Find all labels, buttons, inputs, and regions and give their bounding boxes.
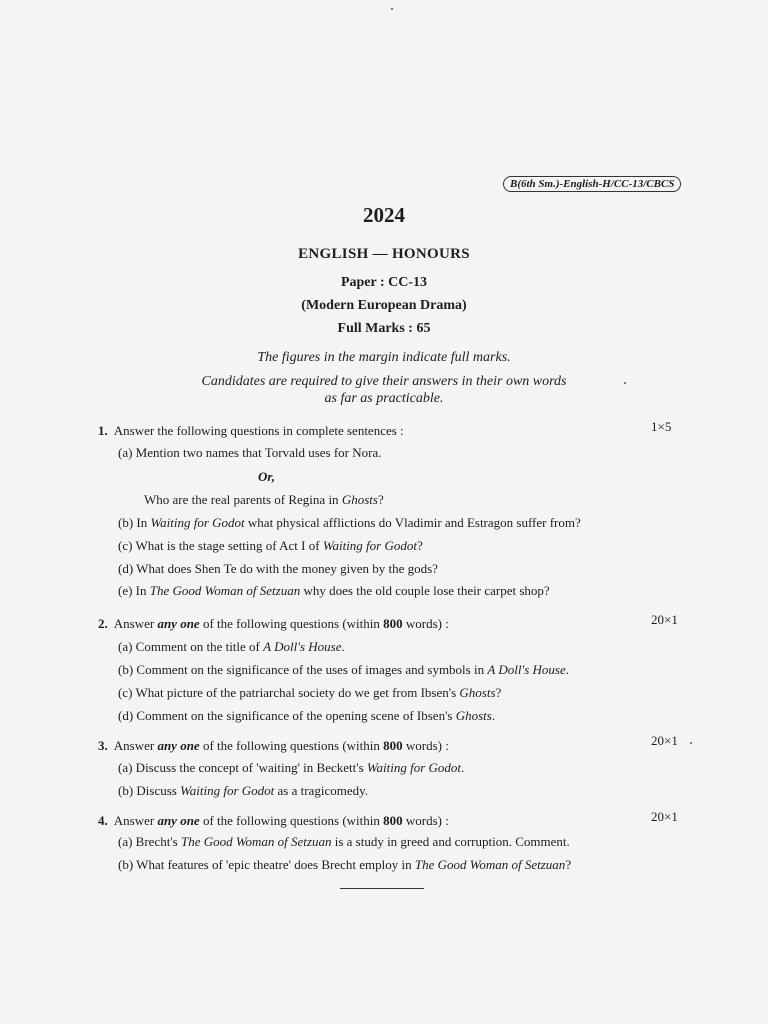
question-1-heading xyxy=(98,423,404,439)
work-title: A Doll's House xyxy=(263,639,342,654)
text: of the following questions (within xyxy=(199,738,384,753)
exam-year: 2024 xyxy=(363,203,405,227)
course-title: (Modern European Drama) xyxy=(301,298,467,313)
text: what physical afflictions do Vladimir and Estragon suffer from? xyxy=(244,515,581,530)
text: Answer xyxy=(113,813,158,828)
question-2-marks: 20×1 xyxy=(651,612,678,627)
work-title: Waiting for Godot xyxy=(322,538,417,553)
text: of the following questions (within xyxy=(199,813,384,828)
emphasis: any one xyxy=(157,616,200,631)
work-title: Waiting for Godot xyxy=(366,760,462,775)
text: (e) In xyxy=(118,583,150,598)
text: . xyxy=(341,639,345,654)
text: (c) What is the stage setting of Act I of xyxy=(118,538,323,553)
question-2b xyxy=(118,662,569,678)
text: ? xyxy=(377,492,384,507)
word-limit: 800 xyxy=(383,616,403,631)
text: Answer xyxy=(113,616,158,631)
text: (a) Comment on the title of xyxy=(118,639,264,654)
work-title: Ghosts xyxy=(459,685,496,700)
question-number: 3. xyxy=(98,738,108,753)
question-text: Answer the following questions in complete sentences : xyxy=(113,423,404,438)
text: (b) In xyxy=(118,515,151,530)
text: ? xyxy=(495,685,502,700)
question-1e xyxy=(118,583,550,599)
scan-speck xyxy=(690,742,692,744)
question-2c xyxy=(118,685,501,701)
question-3b xyxy=(118,783,368,799)
text: why does the old couple lose their carpet shop? xyxy=(300,583,550,598)
question-1a: (a) Mention two names that Torvald uses for Nora. xyxy=(118,445,382,460)
word-limit: 800 xyxy=(383,738,403,753)
question-2-heading xyxy=(98,616,449,632)
emphasis: any one xyxy=(157,738,200,753)
text: words) : xyxy=(402,813,449,828)
question-3a xyxy=(118,760,464,776)
question-1d: (d) What does Shen Te do with the money given by the gods? xyxy=(118,561,438,576)
question-3-marks: 20×1 xyxy=(651,733,678,748)
work-title: A Doll's House xyxy=(487,662,566,677)
question-2d xyxy=(118,708,495,724)
text: words) : xyxy=(402,616,449,631)
subject-title: ENGLISH — HONOURS xyxy=(298,246,470,262)
full-marks: Full Marks : 65 xyxy=(337,321,431,336)
text: ? xyxy=(565,857,572,872)
question-1c xyxy=(118,538,423,554)
instruction-line: The figures in the margin indicate full marks. xyxy=(257,350,511,365)
text: (a) Discuss the concept of 'waiting' in Beckett's xyxy=(118,760,367,775)
question-number: 4. xyxy=(98,813,108,828)
text: . xyxy=(491,708,496,723)
text: (b) Discuss xyxy=(118,783,181,798)
end-rule xyxy=(340,888,424,889)
text: Answer xyxy=(113,738,158,753)
text: (b) What features of 'epic theatre' does Brecht employ in xyxy=(118,857,415,872)
text: (c) What picture of the patriarchal society do we get from Ibsen's xyxy=(118,685,460,700)
scan-speck xyxy=(391,8,393,10)
text: words) : xyxy=(402,738,449,753)
work-title: The Good Woman of Setzuan xyxy=(149,583,301,598)
work-title: Waiting for Godot xyxy=(180,783,275,798)
paper-label: Paper : CC-13 xyxy=(340,275,428,290)
text: (d) Comment on the significance of the opening scene of Ibsen's xyxy=(118,708,456,723)
text: as a tragicomedy. xyxy=(274,783,368,798)
text: is a study in greed and corruption. Comment. xyxy=(331,834,570,849)
question-2a xyxy=(118,639,345,655)
question-4-marks: 20×1 xyxy=(651,809,678,824)
text: ? xyxy=(416,538,423,553)
instruction-line: as far as practicable. xyxy=(324,391,444,406)
question-number: 2. xyxy=(98,616,108,631)
question-1-marks: 1×5 xyxy=(651,419,672,434)
text: of the following questions (within xyxy=(199,616,384,631)
work-title: The Good Woman of Setzuan xyxy=(414,857,566,872)
word-limit: 800 xyxy=(383,813,403,828)
paper-code-box: B(6th Sm.)-English-H/CC-13/CBCS xyxy=(503,176,681,192)
question-4a xyxy=(118,834,570,850)
scan-speck xyxy=(624,382,626,384)
text: . xyxy=(565,662,569,677)
text: Who are the real parents of Regina in xyxy=(144,492,342,507)
instruction-line: Candidates are required to give their answers in their own words xyxy=(201,374,567,389)
work-title: Ghosts xyxy=(455,708,492,723)
question-4-heading xyxy=(98,813,449,829)
work-title: Ghosts xyxy=(341,492,378,507)
question-4b xyxy=(118,857,571,873)
text: (b) Comment on the significance of the uses of images and symbols in xyxy=(118,662,488,677)
question-1b xyxy=(118,515,581,531)
work-title: Waiting for Godot xyxy=(150,515,245,530)
question-1a-alternative xyxy=(144,492,384,508)
question-number: 1. xyxy=(98,423,108,438)
emphasis: any one xyxy=(157,813,200,828)
text: (a) Brecht's xyxy=(118,834,181,849)
or-separator: Or, xyxy=(258,469,275,484)
question-3-heading xyxy=(98,738,449,754)
work-title: The Good Woman of Setzuan xyxy=(180,834,332,849)
text: . xyxy=(461,760,465,775)
